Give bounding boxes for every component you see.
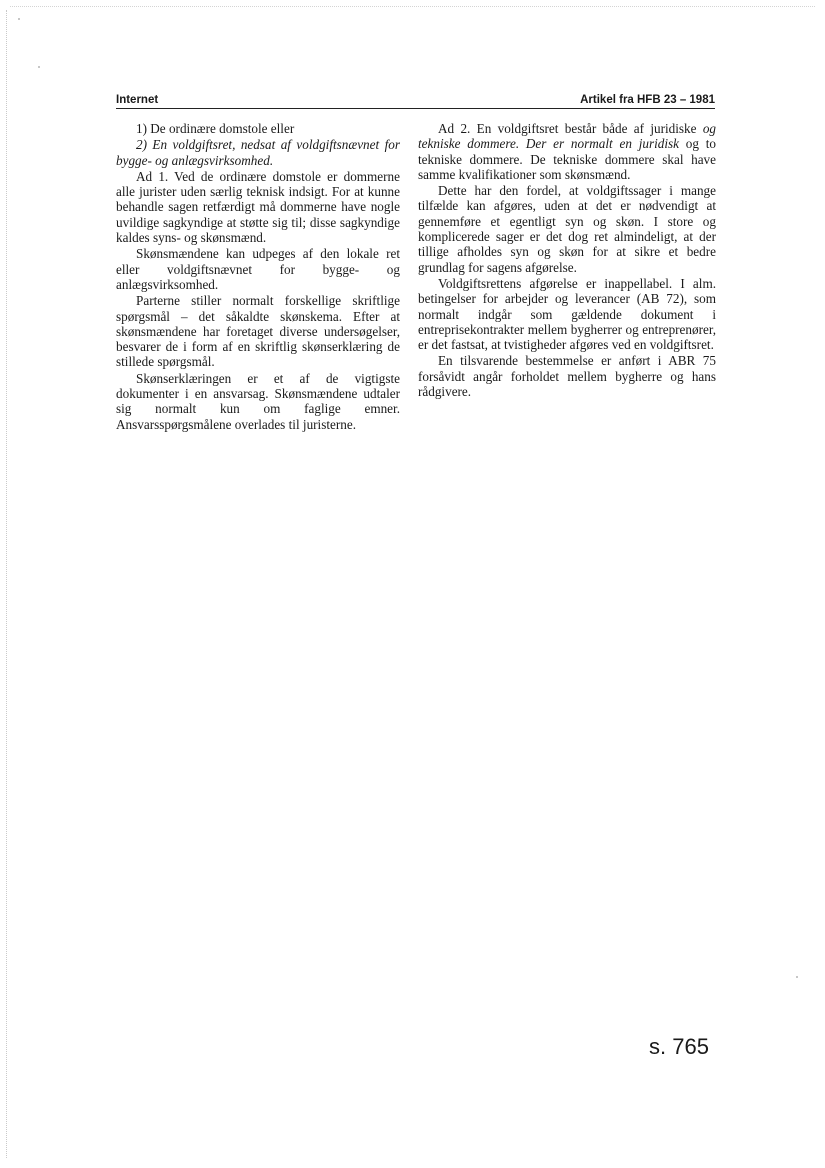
header-article-source: Artikel fra HFB 23 – 1981 — [580, 94, 715, 106]
paragraph: Voldgiftsrettens afgørelse er inappellabel. I alm. betingelser for arbejder og leverancer (AB 72), som normalt indgår som gældende dokument i entreprisekontrakter mellem bygherrer og entreprenører, er det fastsat, at tvistigheder afgøres ved en voldgiftsret. — [418, 275, 716, 353]
right-text-column — [418, 121, 716, 400]
paragraph: Parterne stiller normalt forskellige skriftlige spørgsmål – det såkaldte skønskema. Efter at skønsmændene har foretaget diverse undersøgelser, besvarer de i form af en skriftlig skønserklæring de stillede spørgsmål. — [116, 293, 400, 370]
paragraph: Skønserklæringen er et af de vigtigste dokumenter i en ansvarsag. Skønsmændene udtaler sig normalt kun om faglige emner. Ansvarsspørgsmålene overlades til juristerne. — [116, 370, 400, 432]
paragraph: En tilsvarende bestemmelse er anført i ABR 75 forsåvidt angår forholdet mellem bygherre og hans rådgivere. — [418, 353, 716, 400]
paragraph — [418, 121, 716, 182]
paragraph-text: og to tekniske dommere. De tekniske dommere skal have samme kvalifikationer som skønsmænd. — [418, 136, 716, 182]
italic-text: 2) En voldgiftsret, nedsat af voldgiftsnævnet for bygge- og anlægsvirksomhed. — [116, 137, 400, 168]
scan-edge-top — [10, 6, 815, 7]
paragraph: Dette har den fordel, at voldgiftssager i mange tilfælde kan afgøres, uden at det er nødvendigt at gennemføre et egentligt syn og skøn. I store og komplicerede sager er det dog ret almindeligt, at der tillige afholdes syn og skøn for at sikre et bedre grundlag for sagens afgørelse. — [418, 183, 716, 275]
paragraph: Skønsmændene kan udpeges af den lokale ret eller voldgiftsnævnet for bygge- og anlægsvirksomhed. — [116, 246, 400, 292]
scan-speck — [38, 66, 40, 68]
left-text-column — [116, 121, 400, 433]
paragraph: Ad 1. Ved de ordinære domstole er dommerne alle jurister uden særlig teknisk indsigt. For at kunne behandle sagen retfærdigt må dommerne have nogle uvildige sagkyndige at støtte sig til; disse sagkyndige kaldes syns- og skønsmænd. — [116, 168, 400, 246]
header-section-title: Internet — [116, 94, 159, 106]
scan-speck — [18, 18, 20, 20]
scan-speck — [796, 976, 798, 978]
paragraph: 1) De ordinære domstole eller — [136, 121, 295, 136]
italic-text: og tekniske dommere. Der er normalt en juridisk — [418, 121, 716, 152]
scan-edge-left — [6, 10, 7, 1158]
running-header — [116, 94, 715, 109]
page-number: s. 765 — [649, 1034, 709, 1059]
paragraph-text: Ad 2. En voldgiftsret består både af juridiske — [438, 121, 703, 136]
paragraph — [116, 137, 400, 168]
